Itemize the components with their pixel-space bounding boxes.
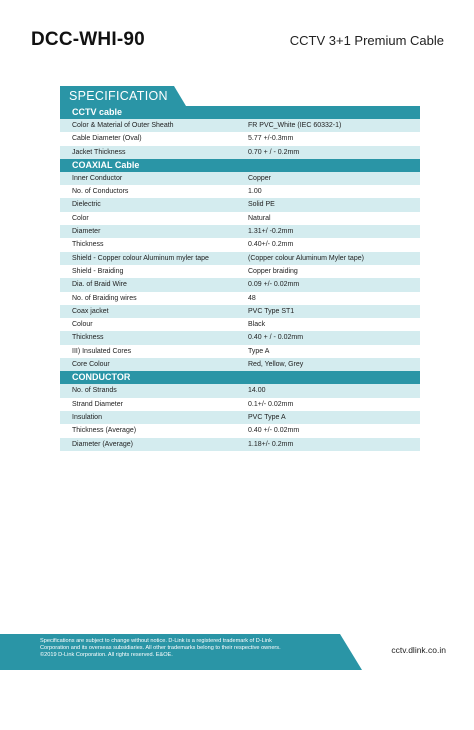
spec-label: Thickness	[72, 241, 104, 249]
spec-value: PVC Type A	[248, 413, 286, 421]
disclaimer-line: Specifications are subject to change without notice. D-Link is a registered trademark of D-Link	[40, 638, 272, 644]
spec-value: Copper braiding	[248, 267, 298, 275]
spec-label: Inner Conductor	[72, 174, 123, 182]
table-row	[60, 119, 420, 132]
spec-label: III) Insulated Cores	[72, 347, 132, 355]
spec-value: Red, Yellow, Grey	[248, 361, 304, 369]
table-row	[60, 331, 420, 344]
spec-label: Diameter (Average)	[72, 440, 133, 448]
spec-value: 0.40 +/- 0.02mm	[248, 427, 300, 435]
spec-value: Type A	[248, 347, 270, 355]
spec-label: No. of Conductors	[72, 188, 129, 196]
table-row	[60, 185, 420, 198]
spec-value: 1.18+/- 0.2mm	[248, 440, 294, 448]
spec-label: Thickness (Average)	[72, 427, 137, 435]
footer-disclaimer	[40, 638, 330, 659]
spec-value: PVC Type ST1	[248, 307, 295, 315]
table-row	[60, 265, 420, 278]
spec-label: No. of Braiding wires	[72, 294, 137, 302]
spec-value: 0.40+/- 0.2mm	[248, 241, 294, 249]
specification-banner	[60, 86, 186, 106]
specification-title: SPECIFICATION	[69, 89, 168, 103]
website-url[interactable]: cctv.dlink.co.in	[391, 645, 446, 655]
spec-label: Insulation	[72, 413, 102, 421]
spec-value: 14.00	[248, 387, 266, 395]
table-row	[60, 146, 420, 159]
spec-label: Jacket Thickness	[72, 148, 126, 156]
product-name: CCTV 3+1 Premium Cable	[289, 33, 444, 48]
section-header: CCTV cable	[60, 106, 420, 119]
spec-value: Black	[248, 321, 266, 329]
spec-label: Cable Diameter (Oval)	[72, 135, 142, 143]
table-row	[60, 198, 420, 211]
spec-label: Dielectric	[72, 201, 101, 209]
table-row	[60, 212, 420, 225]
table-row	[60, 132, 420, 145]
spec-label: Color & Material of Outer Sheath	[72, 122, 174, 129]
spec-value: 0.70 + / - 0.2mm	[248, 148, 300, 156]
spec-value: FR PVC_White (IEC 60332-1)	[248, 122, 342, 129]
table-row	[60, 424, 420, 437]
spec-label: Dia. of Braid Wire	[72, 281, 127, 289]
table-row	[60, 411, 420, 424]
spec-value: 0.09 +/- 0.02mm	[248, 281, 300, 289]
disclaimer-line: ©2019 D-Link Corporation. All rights reserved. E&OE.	[40, 652, 173, 658]
footer	[0, 634, 474, 670]
spec-value: 1.00	[248, 188, 262, 196]
table-row	[60, 398, 420, 411]
table-row	[60, 238, 420, 251]
table-row	[60, 252, 420, 265]
spec-value: Solid PE	[248, 201, 275, 209]
table-row	[60, 384, 420, 397]
spec-label: Core Colour	[72, 361, 110, 369]
spec-value: 1.31+/ -0.2mm	[248, 228, 294, 236]
section-header: COAXIAL Cable	[60, 159, 420, 172]
spec-label: No. of Strands	[72, 387, 117, 395]
spec-label: Shield - Braiding	[72, 267, 124, 275]
table-row	[60, 438, 420, 451]
spec-value: 48	[248, 294, 256, 302]
table-row	[60, 225, 420, 238]
spec-value: 0.40 + / - 0.02mm	[248, 334, 304, 342]
specification-table	[60, 106, 420, 451]
spec-label: Color	[72, 214, 89, 222]
table-row	[60, 172, 420, 185]
spec-label: Coax jacket	[72, 307, 109, 315]
spec-label: Strand Diameter	[72, 400, 123, 408]
spec-label: Colour	[72, 321, 93, 329]
disclaimer-line: Corporation and its overseas subsidiaries. All other trademarks belong to their respective owners.	[40, 645, 281, 651]
spec-value: 0.1+/- 0.02mm	[248, 400, 294, 408]
spec-value: Copper	[248, 174, 271, 182]
table-row	[60, 278, 420, 291]
section-header: CONDUCTOR	[60, 371, 420, 384]
table-row	[60, 345, 420, 358]
model-number: DCC-WHI-90	[31, 29, 145, 50]
spec-label: Thickness	[72, 334, 104, 342]
table-row	[60, 305, 420, 318]
spec-value: Natural	[248, 214, 271, 222]
spec-label: Diameter	[72, 228, 101, 236]
spec-value: 5.77 +/-0.3mm	[248, 135, 294, 143]
table-row	[60, 318, 420, 331]
table-row	[60, 358, 420, 371]
spec-value: (Copper colour Aluminum Myler tape)	[248, 254, 364, 262]
spec-label: Shield - Copper colour Aluminum myler tape	[72, 254, 209, 262]
table-row	[60, 292, 420, 305]
